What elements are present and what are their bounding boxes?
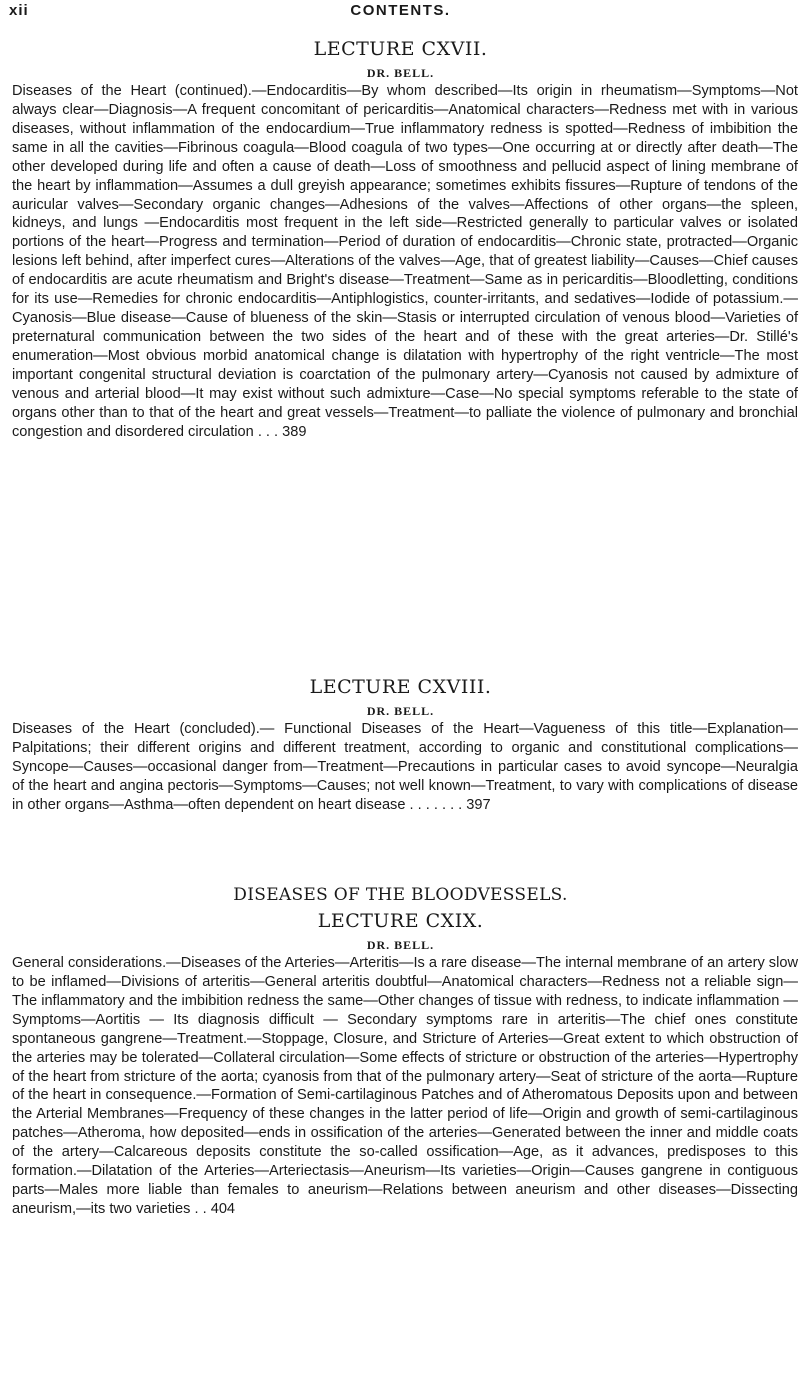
running-head [0, 2, 801, 22]
running-title: CONTENTS. [350, 2, 451, 19]
page-number: xii [9, 2, 29, 19]
lecturer-name: DR. BELL. [366, 938, 435, 952]
part-heading: DISEASES OF THE BLOODVESSELS. [233, 885, 568, 905]
lecture-title: LECTURE CXVIII. [309, 676, 492, 698]
lecture-title: LECTURE CXIX. [317, 910, 484, 932]
lecturer-name: DR. BELL. [366, 66, 435, 80]
lecture-title: LECTURE CXVII. [313, 38, 488, 60]
lecture-summary: Diseases of the Heart (continued).—Endocarditis—By whom described—Its origin in rheumatism—Symptoms—Not always clear—Diagnosis—A frequent concomitant of pericarditis—Anatomical characters—Redness met with in various diseases, without inflammation of the endocardium—True inflammatory redness is spotted—Redness of imbibition the same in all the cavities—Fibrinous coagula—Blood coagula of two types—One occurring at or directly after death—The other developed during life and often a cause of death—Loss of smoothness and pellucid aspect of lining membrane of the heart by inflammation—Assumes a dull greyish appearance; sometimes exhibits fissures—Rupture of tendons of the auricular valves—Secondary organic changes—Adhesions of the valves—Affections of other organs—the spleen, kidneys, and lungs —Endocarditis most frequent in the left side—Restricted generally to particular valves or isolated portions of the heart—Progress and termination—Period of duration of endocarditis—Chronic state, protracted—Organic lesions left behind, after imperfect cures—Alterations of the valves—Age, that of greatest liability—Causes—Chief causes of endocarditis are acute rheumatism and Bright's disease—Treatment—Same as in pericarditis—Bloodletting, conditions for its use—Remedies for chronic endocarditis—Antiphlogistics, counter-irritants, and sedatives—Iodide of potassium.—Cyanosis—Blue disease—Cause of blueness of the skin—Stasis or interrupted circulation of venous blood—Varieties of preternatural communication between the two sides of the heart and of these with the great arteries—Dr. Stillé's enumeration—Most obvious morbid anatomical change is dilatation with hypertrophy of the right ventricle—The most important congenital structural deviation is coarctation of the pulmonary artery—Cyanosis not caused by admixture of venous and arterial blood—It may exist without such admixture—Case—No special symptoms referable to the state of organs other than to that of the heart and great vessels—Treatment—to palliate the violence of pulmonary and bronchial congestion and disordered circulation . . . 389 [12, 83, 798, 440]
lecture-summary: General considerations.—Diseases of the Arteries—Arteritis—Is a rare disease—The internal membrane of an artery slow to be inflamed—Divisions of arteritis—General arteritis doubtful—Anatomical characters—Redness not a reliable sign—The inflammatory and the imbibition redness the same—Other changes of tissue with redness, to indicate inflammation — Symptoms—Aortitis — Its diagnosis difficult — Secondary symptoms rare in arteritis—The chief ones constitute spontaneous gangrene—Treatment.—Stoppage, Closure, and Stricture of Arteries—Great extent to which obstruction of the arteries may be tolerated—Collateral circulation—Some effects of stricture or obstruction of the arteries—Hypertrophy of the heart from stricture of the aorta; cyanosis from that of the pulmonary artery—Seat of stricture of the aorta—Rupture of the heart in consequence.—Formation of Semi-cartilaginous Patches and of Atheromatous Deposits upon and between the Arterial Membranes—Frequency of these changes in the latter period of life—Origin and growth of semi-cartilaginous patches—Atheroma, how deposited—ends in ossification of the arteries—Generated between the inner and middle coats of the artery—Calcareous deposits constitute the so-called ossification—Age, as it advances, predisposes to this formation.—Dilatation of the Arteries—Arteriectasis—Aneurism—Its varieties—Origin—Causes gangrene in contiguous parts—Males more liable than females to aneurism—Relations between aneurism and other diseases—Dissecting aneurism,—its two varieties . . 404 [12, 955, 799, 1217]
lecture-summary: Diseases of the Heart (concluded).— Functional Diseases of the Heart—Vagueness of this title—Explanation—Palpitations; their different origins and different treatment, according to organic and constitutional complications—Syncope—Causes—occasional danger from—Treatment—Precautions in particular cases to avoid syncope—Neuralgia of the heart and angina pectoris—Symptoms—Causes; not well known—Treatment, to vary with complications of disease in other organs—Asthma—often dependent on heart disease . . . . . . . 397 [12, 721, 798, 813]
lecturer-name: DR. BELL. [366, 704, 435, 718]
